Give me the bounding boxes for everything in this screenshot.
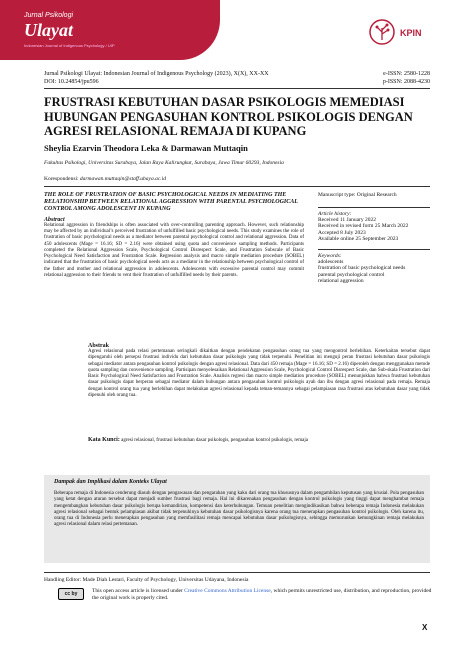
license-text <box>92 588 432 602</box>
paper-title: FRUSTRASI KEBUTUHAN DASAR PSIKOLOGIS MEMEDIASI HUBUNGAN PENGASUHAN KONTROL PSIKOLOGIS DENGAN AGRESI RELASIONAL REMAJA DI KUPANG <box>44 95 413 138</box>
page-number: X <box>422 623 428 632</box>
body-rule <box>44 186 430 187</box>
doi-line: DOI: 10.24854/jpu596 <box>44 79 99 85</box>
impact-box <box>44 475 430 563</box>
kata-kunci-label: Kata Kunci: <box>88 437 120 443</box>
footer-rule <box>44 572 430 573</box>
info-rule <box>318 249 430 250</box>
kpin-label: KPIN <box>400 28 422 38</box>
impact-text: Beberapa remaja di Indonesia cenderung diasuh dengan pengawasan dan pengarahan yang kaku dari orang tua khususnya dalam pengambilan keputusan yang krusial. Pola pengasuhan yang ketat dengan aturan tersebut dapat menjadi sumber frustrasi bagi remaja. Hal ini dikarenakan pengasuhan dengan kontrol psikologis yang tinggi dapat menghambat remaja mengembangkan kebutuhan dasar psikologis berupa kemandirian, kompetensi dan keterhubungan. Temuan penelitian mengindikasikan bahwa beberapa remaja Indonesia melakukan agresi relasional sebagai bentuk pelampiasan akibat tidak terpenuhinya kebutuhan dasar psikologisnya karena orang tua menerapkan pengasuhan kontrol psikologis. Oleh karena itu, orang tua di Indonesia perlu menerapkan pengasuhan yang memfasilitasi remaja mencapai kebutuhan dasar psikologisnya, sehingga memurunkan kemungkinan remaja melakukan agresi relasional dalam relasi pertemanan. <box>54 491 424 528</box>
pissn: p-ISSN: 2088-4230 <box>382 79 430 85</box>
keyword: adolescents <box>318 258 344 265</box>
abstrak-heading: Abstrak <box>88 343 110 349</box>
english-abstract-column <box>44 192 304 279</box>
keyword: parental psychological control <box>318 271 385 278</box>
kata-kunci-text: agresi relasional, frustrasi kebutuhan dasar psikologis, pengasuhan kontrol psikologis, remaja <box>121 438 308 443</box>
manuscript-type: Manuscript type: Original Research <box>318 192 397 198</box>
history-heading: Article history: <box>318 210 352 217</box>
article-info-column <box>318 192 430 285</box>
correspondence <box>44 176 166 182</box>
keyword: frustration of basic psychological needs <box>318 265 406 271</box>
impact-heading: Dampak dan Implikasi dalam Konteks Ulayat <box>54 479 167 485</box>
handling-editor: Handling Editor: Made Diah Lestari, Faculty of Psychology, Universitas Udayana, Indonesia <box>44 577 249 583</box>
affiliation: Fakultas Psikologi, Universitas Surabaya, Jalan Raya Kalirungkut, Surabaya, Jawa Timur 60293, Indonesia <box>44 160 284 166</box>
keywords-heading: Keywords: <box>318 252 342 259</box>
abstract-heading: Abstract <box>44 216 65 223</box>
keyword: relational aggression <box>318 278 364 284</box>
history-item: Received in revised form 25 March 2022 <box>318 223 409 229</box>
logo-title: Ulayat <box>24 20 73 40</box>
correspondence-email[interactable]: darmawan.muttaqin@staff.ubaya.ac.id <box>79 176 166 182</box>
abstract-text: Relational aggression in friendships is often associated with over-controlling parenting approach. However, such relationship may be affected by an individual’s perceived frustration of unfulfilled basic psychological needs. This study examines the role of frustration of basic psychological needs as a mediator between parental psychological control and relational aggression. Data of 450 adolescents (Mage = 16.16; SD = 2.16) were obtained using quota and convenience sampling methods. Participants completed the Relational Aggression Scale, Psychological Control Disrespect Scale, and Frustration Subscale of Basic Psychological Need Satisfaction and Frustration Scale. Regression analysis and macro simple mediation procedure (SOBEL) indicated that the frustration of basic psychological needs acts as a mediator in the relationship between psychological control of the father and mother and relational aggression in adolescents. Adolescents with excessive parental control may commit relational aggression to their friends to vent their frustration of unfulfilled needs by their parents. <box>44 222 304 278</box>
journal-header <box>0 0 474 62</box>
kpin-logo-icon <box>368 18 396 46</box>
english-title: THE ROLE OF FRUSTRATION OF BASIC PSYCHOLOGICAL NEEDS IN MEDIATING THE RELATIONSHIP BETWEEN RELATIONAL AGGRESSION WITH PARENTAL PSYCHOLOGICAL CONTROL AMONG ADOLESCENT IN KUPANG <box>44 192 298 213</box>
kata-kunci <box>88 437 308 443</box>
cc-by-license-icon[interactable]: cc by <box>58 588 84 600</box>
journal-citation <box>44 70 269 86</box>
eissn: e-ISSN: 2580-1228 <box>383 71 430 77</box>
info-rule <box>318 207 430 208</box>
history-item: Received 11 January 2022 <box>318 216 376 223</box>
correspondence-label: Korespondensi: <box>44 176 79 182</box>
header-rule <box>44 88 430 89</box>
license-link[interactable]: Creative Commons Attribution License <box>184 588 271 594</box>
license-post: , which permits unrestricted use, distribution, and reproduction, provided the original work is properly cited. <box>92 588 432 601</box>
journal-logo-band <box>0 0 220 60</box>
authors: Sheylia Ezarvin Theodora Leka & Darmawan Muttaqin <box>44 143 248 153</box>
logo-small-text: Jurnal Psikologi <box>24 12 74 19</box>
history-item: Available online 25 September 2023 <box>318 236 399 242</box>
issn-block <box>383 70 430 86</box>
journal-line: Jurnal Psikologi Ulayat: Indonesian Journal of Indigenous Psychology (2023), X(X), XX-XX <box>44 71 269 77</box>
license-pre: This open access article is licensed under <box>92 588 185 594</box>
history-item: Accepted 8 July 2023 <box>318 229 366 236</box>
logo-tagline: Indonesian Journal of Indigenous Psychology / UIP <box>24 43 115 48</box>
indonesian-abstract <box>88 343 430 399</box>
abstrak-text: Agresi relasional pada relasi pertemanan seringkali dikaitkan dengan pendekatan pengasuhan orang tua yang mengontrol berlebihan. Keterkaitan tersebut dapat dipengaruhi oleh persepsi frustrasi individu dari kebutuhan dasar psikologis yang tidak terpenuhi. Penelitian ini menguji peran frustrasi kebutuhan dasar psikologis sebagai mediator antara pengasuhan kontrol psikologis dengan agresi relasional. Data dari 450 remaja (Mage = 16.16; SD = 2.16) diperoleh dengan menggunakan metode quota sampling dan convenience sampling. Partisipan menyelesaikan Relational Aggression Scale, Psychological Control Disrespect Scale, dan Sub-skala Frustration dari Basic Psychological Need Satisfaction and Frustration Scale. Analisis regresi dan macro simple mediation procedure (SOBEL) menunjukkan bahwa frustrasi kebutuhan dasar psikologis dapat berperan sebagai mediator dalam hubungan antara pengasuhan kontrol psikologis ayah dan ibu dengan agresi relasional pada remaja. Remaja dengan kontrol orang tua yang berlebihan dapat melakukan agresi relasional kepada teman-temannya sebagai pelampiasan rasa frustrasi atas kebutuhan dasar yang tidak dipenuhi oleh orang tua. <box>88 349 430 399</box>
